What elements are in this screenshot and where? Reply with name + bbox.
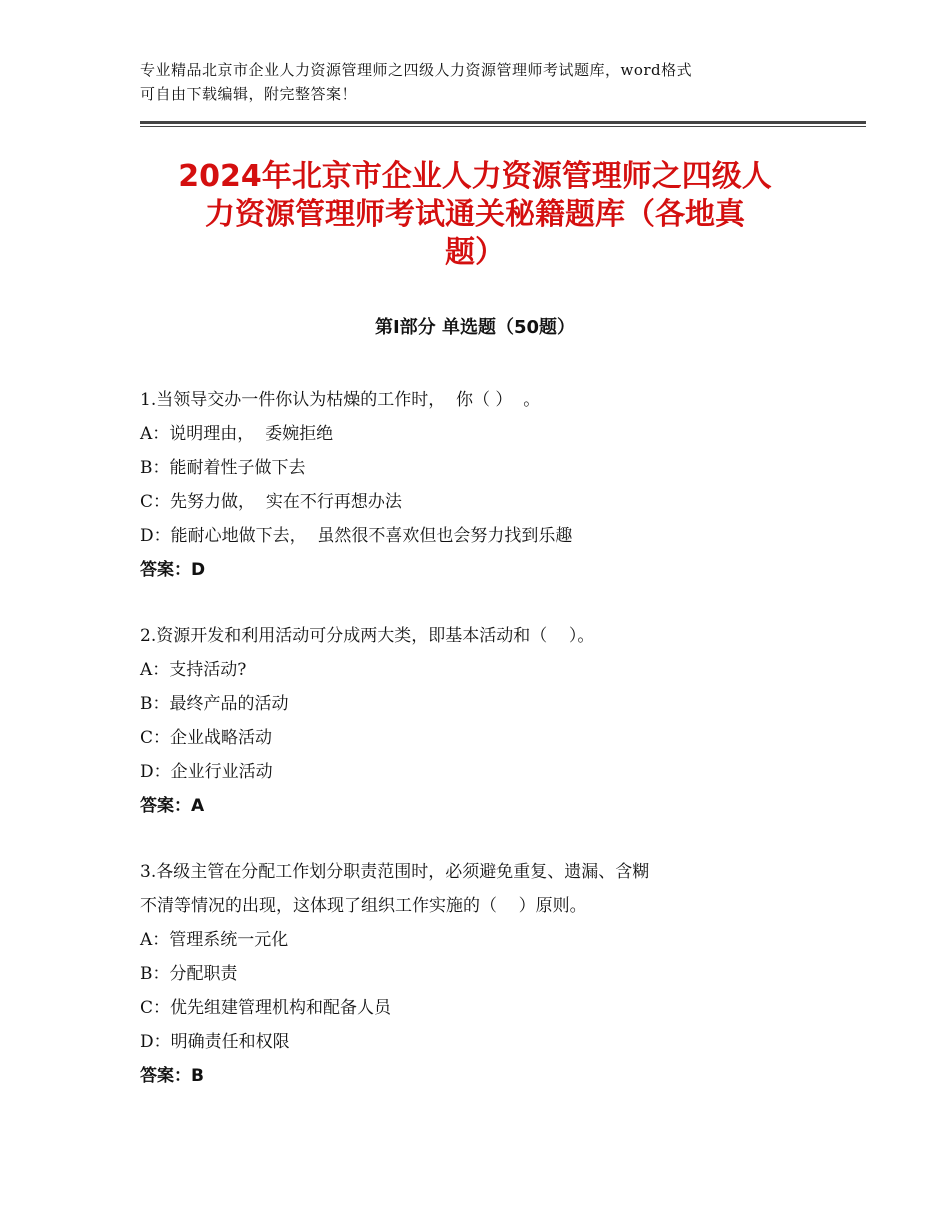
question-stem-line: 不清等情况的出现，这体现了组织工作实施的（ ）原则。 (140, 896, 587, 916)
question-1 (140, 383, 810, 587)
answer-label: 答案：B (140, 1066, 204, 1086)
document-title (140, 158, 810, 272)
option-d: D：企业行业活动 (140, 762, 273, 782)
section-heading: 第Ⅰ部分 单选题（50题） (374, 317, 575, 338)
option-a: A：管理系统一元化 (140, 930, 289, 950)
header-note (140, 58, 820, 106)
header-divider (140, 121, 866, 127)
option-b: B：能耐着性子做下去 (140, 458, 306, 478)
title-line: 题） (445, 235, 505, 270)
question-list (140, 383, 810, 1125)
answer-label: 答案：A (140, 796, 205, 816)
option-a: A：支持活动? (140, 660, 247, 680)
divider-thin-line (140, 126, 866, 127)
answer-label: 答案：D (140, 560, 206, 580)
question-3 (140, 855, 810, 1093)
option-b: B：最终产品的活动 (140, 694, 289, 714)
option-c: C：优先组建管理机构和配备人员 (140, 998, 392, 1018)
divider-thick-line (140, 121, 866, 124)
option-c: C：先努力做， 实在不行再想办法 (140, 492, 402, 512)
question-stem: 1.当领导交办一件你认为枯燥的工作时， 你（ ） 。 (140, 390, 541, 410)
option-a: A：说明理由， 委婉拒绝 (140, 424, 334, 444)
question-2 (140, 619, 810, 823)
question-stem: 2.资源开发和利用活动可分成两大类，即基本活动和（ ）。 (140, 626, 595, 646)
option-c: C：企业战略活动 (140, 728, 273, 748)
header-note-line: 专业精品北京市企业人力资源管理师之四级人力资源管理师考试题库，word格式 (140, 61, 693, 79)
option-d: D：明确责任和权限 (140, 1032, 290, 1052)
header-note-line: 可自由下载编辑，附完整答案！ (140, 85, 358, 103)
title-line: 2024年北京市企业人力资源管理师之四级人 (178, 159, 772, 194)
title-line: 力资源管理师考试通关秘籍题库（各地真 (205, 197, 745, 232)
question-stem-line: 3.各级主管在分配工作划分职责范围时，必须避免重复、遗漏、含糊 (140, 862, 650, 882)
option-d: D：能耐心地做下去， 虽然很不喜欢但也会努力找到乐趣 (140, 526, 573, 546)
option-b: B：分配职责 (140, 964, 238, 984)
